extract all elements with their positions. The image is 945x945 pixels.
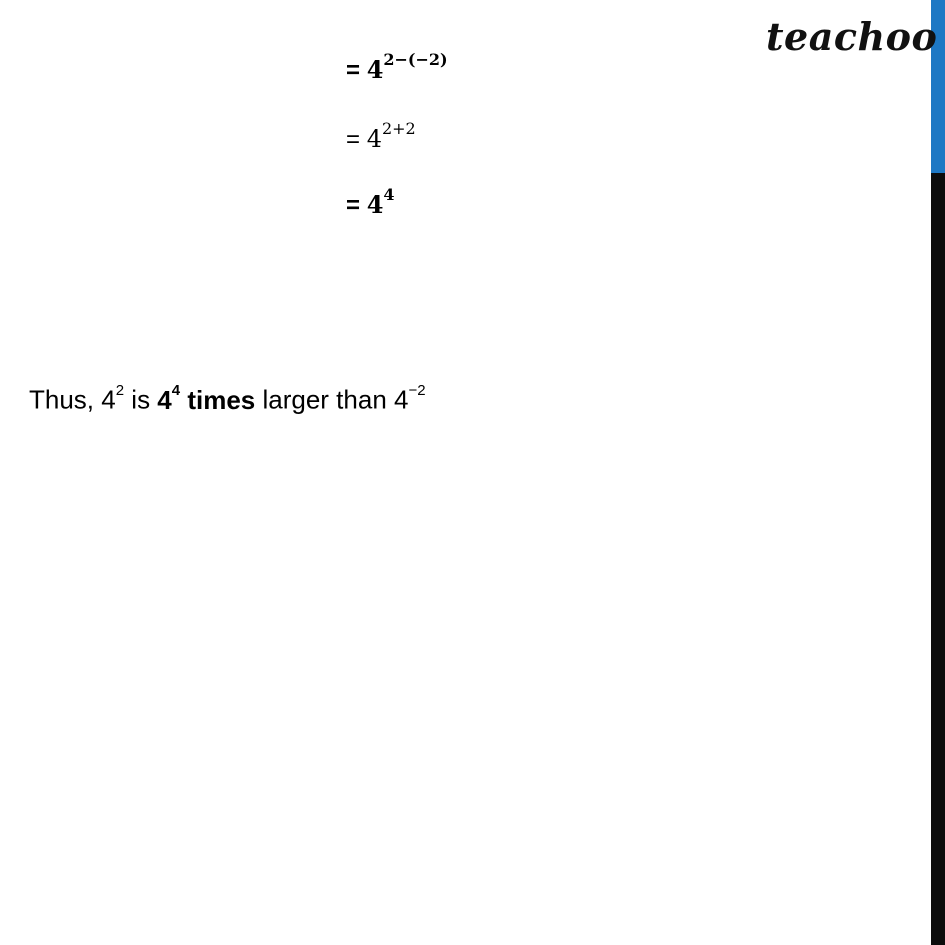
power-exponent: 4 xyxy=(383,185,395,204)
conclusion-suffix: larger than xyxy=(255,384,395,415)
equals-sign: = xyxy=(346,192,361,219)
equals-sign: = xyxy=(346,57,361,84)
first-power-base: 4 xyxy=(101,384,116,415)
conclusion-line xyxy=(29,379,426,416)
second-power-exponent: −2 xyxy=(408,382,426,399)
power-exponent: 2−(−2) xyxy=(383,50,448,69)
teachoo-logo: teachoo xyxy=(766,14,938,59)
conclusion-mid: is xyxy=(124,384,158,415)
result-power-exponent: 4 xyxy=(171,382,181,399)
step-line-3 xyxy=(346,184,395,221)
times-word: times xyxy=(180,384,256,415)
power-exponent: 2+2 xyxy=(381,119,416,138)
conclusion-prefix: Thus, xyxy=(29,384,102,415)
power-base: 4 xyxy=(366,125,382,153)
power-base: 4 xyxy=(366,190,384,219)
equals-sign: = xyxy=(346,126,361,153)
second-power-base: 4 xyxy=(394,384,409,415)
result-power-base: 4 xyxy=(157,384,172,415)
power-base: 4 xyxy=(366,55,384,84)
step-line-2 xyxy=(346,118,416,155)
first-power-exponent: 2 xyxy=(115,382,125,399)
step-line-1 xyxy=(346,49,448,86)
result-emphasis xyxy=(157,382,256,415)
